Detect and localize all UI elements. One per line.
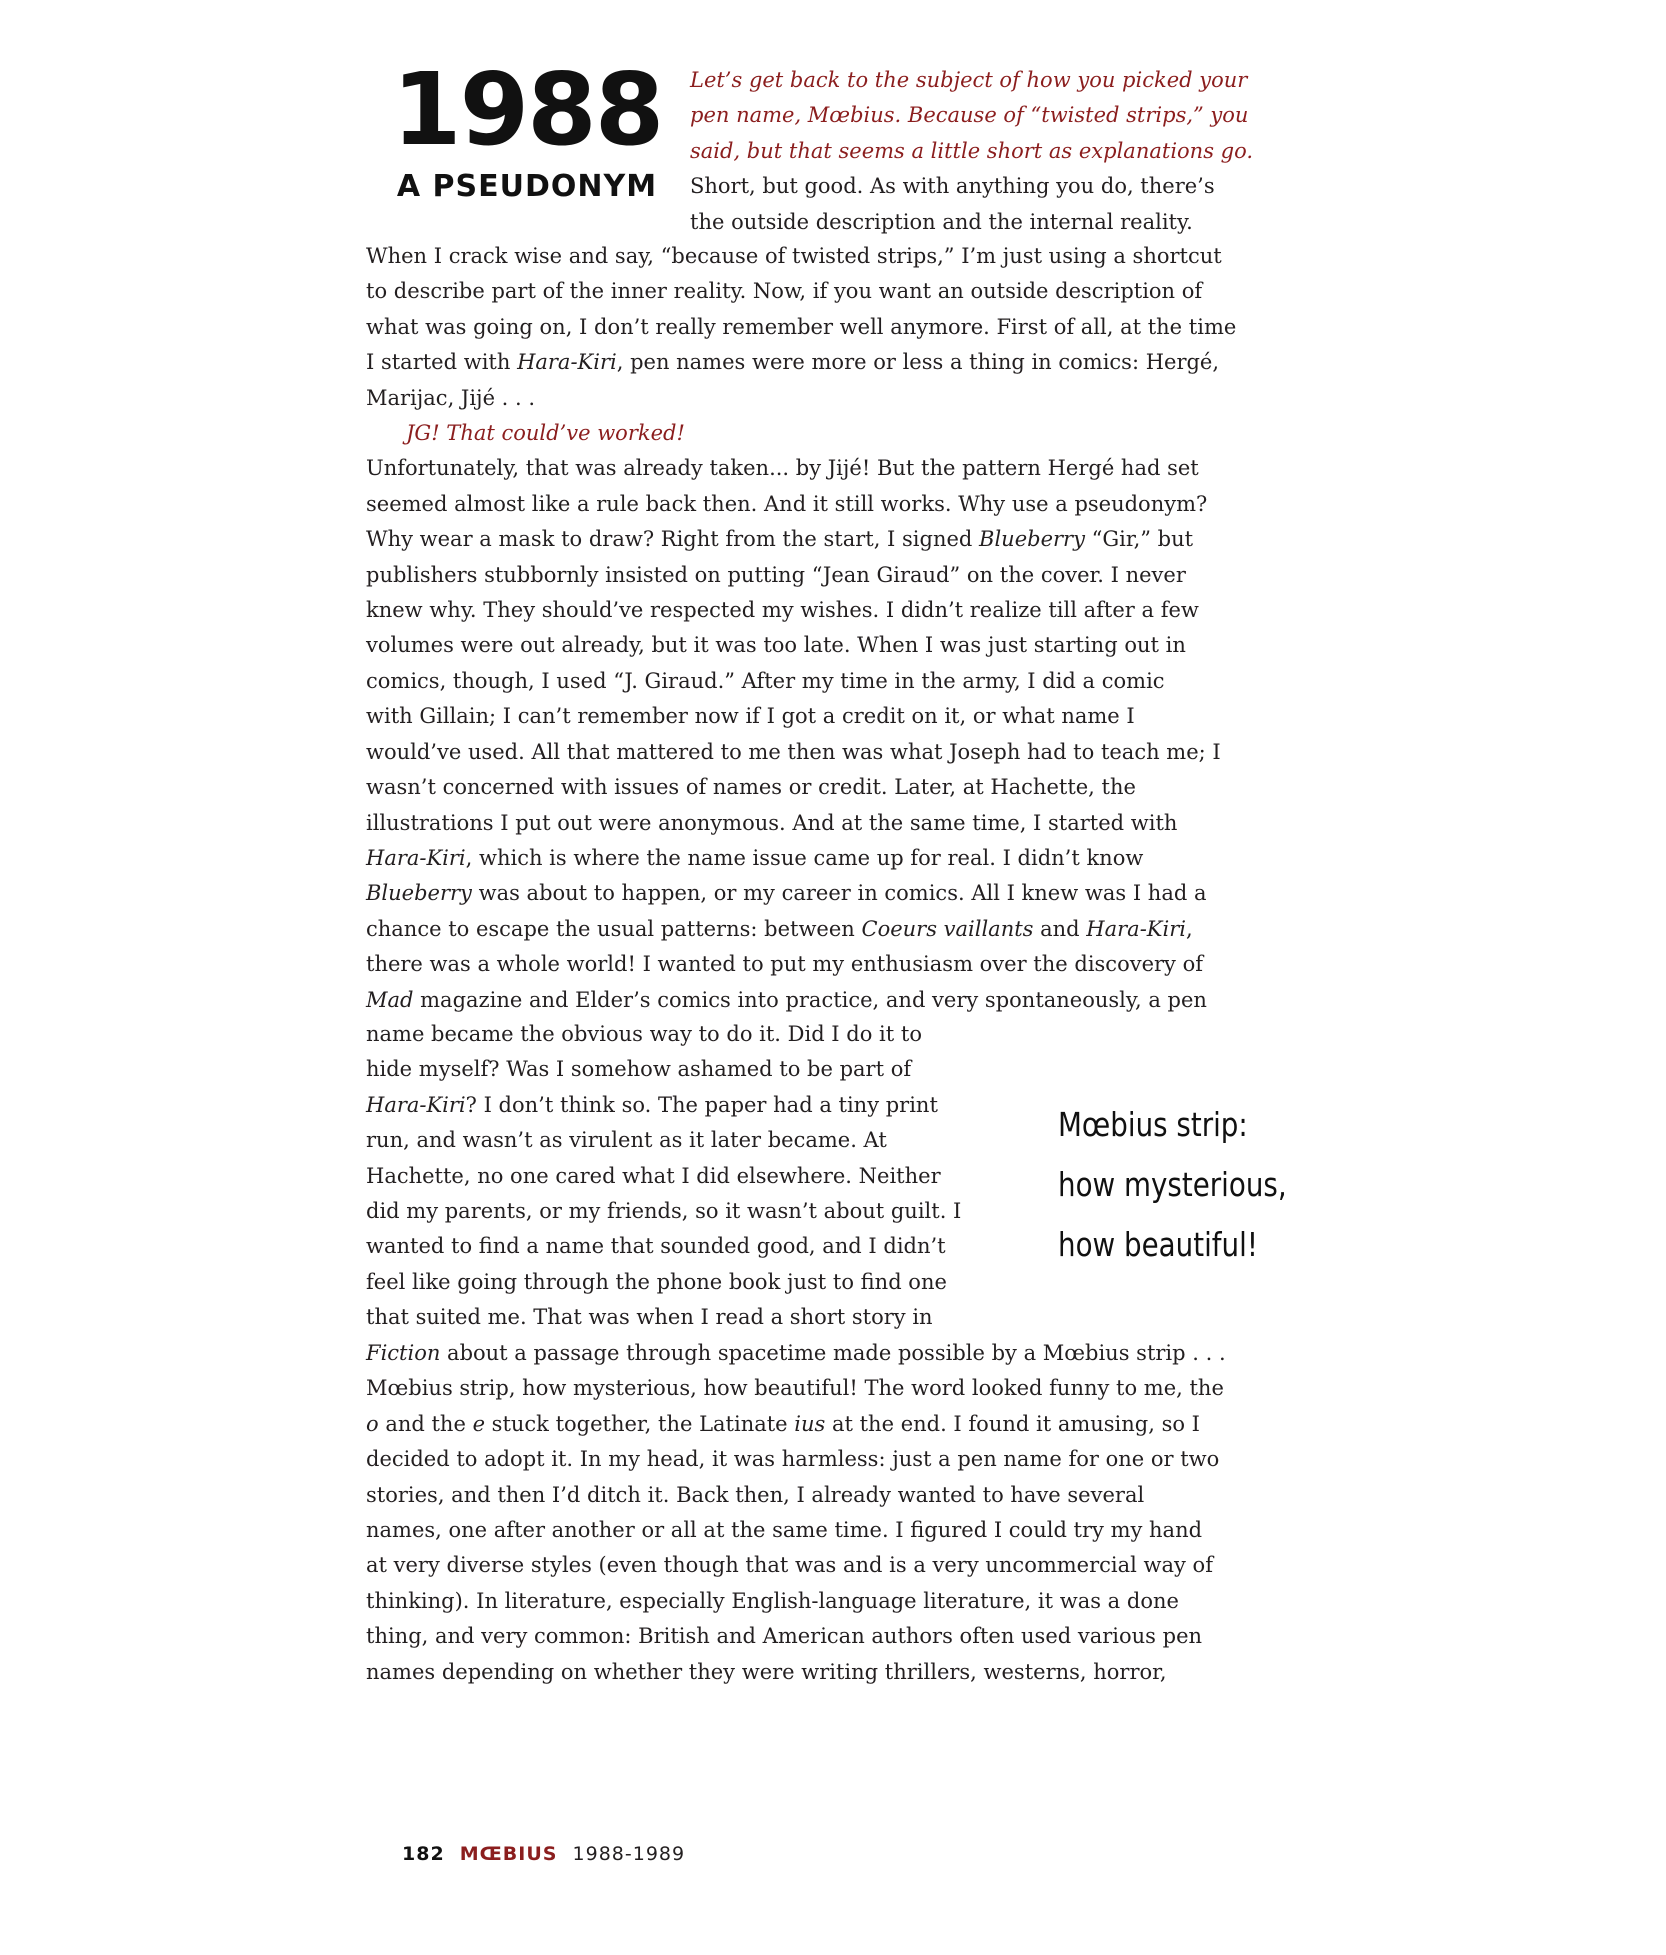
italic-title: Hara-Kiri — [1086, 916, 1186, 941]
body-line — [366, 983, 1236, 1018]
body-line: name became the obvious way to do it. Did I do it to — [366, 1022, 922, 1046]
intro-block — [690, 63, 1253, 240]
body-line: there was a whole world! I wanted to put my enthusiasm over the discovery of — [366, 952, 1203, 977]
body-line — [366, 912, 1236, 947]
body-text: ? I don’t think so. The paper had a tiny print — [465, 1092, 938, 1117]
pull-quote-line: how mysterious, — [1058, 1165, 1287, 1204]
italic-title: Fiction — [366, 1341, 441, 1365]
italic-title: Coeurs vaillants — [861, 916, 1034, 941]
interview-question: Let’s get back to the subject of how you picked your — [690, 68, 1248, 92]
heading-year: 1988 — [392, 51, 663, 168]
body-text: magazine and Elder’s comics into practice, and very spontaneously, a pen — [413, 987, 1207, 1012]
body-line: Marijac, Jijé . . . — [366, 385, 536, 410]
page-footer — [402, 1843, 685, 1865]
body-line: wanted to find a name that sounded good, and I didn’t — [366, 1234, 946, 1259]
body-line: run, and wasn’t as virulent as it later became. At — [366, 1128, 887, 1153]
body-text: about a passage through spacetime made possible by a Mœbius strip . . . — [440, 1341, 1226, 1365]
body-line: Hachette, no one cared what I did elsewhere. Neither — [366, 1163, 941, 1188]
italic-title: Blueberry — [979, 527, 1085, 552]
italic-title: Hara-Kiri — [366, 1092, 466, 1117]
body-line — [366, 876, 1236, 911]
body-line: feel like going through the phone book just to find one — [366, 1269, 947, 1294]
italic-title: Blueberry — [366, 881, 472, 906]
body-line: what was going on, I don’t really remember well anymore. First of all, at the time — [366, 314, 1237, 339]
italic-suffix: ius — [794, 1411, 826, 1436]
pull-quote — [1058, 1095, 1287, 1275]
italic-letter: e — [472, 1411, 485, 1436]
body-line: knew why. They should’ve respected my wishes. I didn’t realize till after a few — [366, 598, 1199, 623]
body-line — [366, 1407, 1226, 1442]
body-text: was about to happen, or my career in comics. All I knew was I had a — [471, 881, 1207, 906]
answer-line: Short, but good. As with anything you do, there’s — [690, 174, 1215, 199]
body-text: and — [1033, 916, 1087, 941]
answer-line: the outside description and the internal reality. — [690, 209, 1193, 234]
interview-question: JG! That could’ve worked! — [406, 421, 685, 446]
body-line: volumes were out already, but it was too late. When I was just starting out in — [366, 633, 1186, 658]
body-line: wasn’t concerned with issues of names or credit. Later, at Hachette, the — [366, 775, 1136, 800]
body-line: names, one after another or all at the same time. I figured I could try my hand — [366, 1518, 1203, 1543]
body-line: names depending on whether they were writing thrillers, westerns, horror, — [366, 1659, 1167, 1684]
book-title: MŒBIUS — [459, 1843, 558, 1865]
italic-title: Hara-Kiri — [517, 350, 617, 375]
body-line: comics, though, I used “J. Giraud.” After my time in the army, I did a comic — [366, 668, 1165, 693]
narrow-text-block — [366, 1017, 961, 1336]
body-line: publishers stubbornly insisted on putting “Jean Giraud” on the cover. I never — [366, 562, 1186, 587]
body-text: , pen names were more or less a thing in comics: Hergé, — [616, 350, 1220, 375]
body-text: at the end. I found it amusing, so I — [825, 1411, 1200, 1436]
body-line: hide myself? Was I somehow ashamed to be part of — [366, 1057, 912, 1082]
heading-topic: A PSEUDONYM — [396, 169, 658, 204]
body-line: that suited me. That was when I read a short story in — [366, 1305, 933, 1330]
interview-question: said, but that seems a little short as explanations go. — [690, 138, 1254, 163]
body-line — [366, 1088, 961, 1123]
body-line: did my parents, or my friends, so it wasn’t about guilt. I — [366, 1199, 962, 1224]
body-line: seemed almost like a rule back then. And it still works. Why use a pseudonym? — [366, 491, 1208, 516]
italic-title: Hara-Kiri — [366, 845, 466, 870]
italic-title: Mad — [366, 987, 414, 1012]
pull-quote-line: how beautiful! — [1058, 1225, 1258, 1264]
body-line — [366, 1336, 1226, 1371]
body-line — [366, 841, 1236, 876]
body-line: would’ve used. All that mattered to me then was what Joseph had to teach me; I — [366, 739, 1221, 764]
page-number: 182 — [402, 1843, 445, 1865]
body-line: at very diverse styles (even though that was and is a very uncommercial way of — [366, 1553, 1213, 1578]
body-text: stuck together, the Latinate — [485, 1411, 795, 1436]
body-line: decided to adopt it. In my head, it was harmless: just a pen name for one or two — [366, 1447, 1220, 1472]
body-text: chance to escape the usual patterns: between — [366, 916, 862, 941]
body-line — [366, 345, 1236, 380]
main-text-block — [366, 239, 1236, 1018]
tail-text-block — [366, 1336, 1226, 1690]
body-text: , which is where the name issue came up for real. I didn’t know — [465, 845, 1144, 870]
section-heading — [392, 51, 663, 204]
body-text: “Gir,” but — [1084, 527, 1194, 552]
body-line: to describe part of the inner reality. Now, if you want an outside description of — [366, 279, 1203, 304]
body-text: , — [1185, 916, 1193, 941]
body-text: I started with — [366, 350, 518, 375]
body-line: When I crack wise and say, “because of twisted strips,” I’m just using a shortcut — [366, 244, 1222, 268]
body-line: with Gillain; I can’t remember now if I got a credit on it, or what name I — [366, 704, 1135, 729]
body-line: thing, and very common: British and American authors often used various pen — [366, 1624, 1203, 1649]
body-line: stories, and then I’d ditch it. Back then, I already wanted to have several — [366, 1482, 1145, 1507]
italic-letter: o — [366, 1411, 379, 1436]
body-line: Unfortunately, that was already taken... by Jijé! But the pattern Hergé had set — [366, 456, 1199, 481]
body-line: Mœbius strip, how mysterious, how beautiful! The word looked funny to me, the — [366, 1376, 1224, 1401]
chapter-years: 1988-1989 — [572, 1843, 686, 1865]
body-line: illustrations I put out were anonymous. And at the same time, I started with — [366, 810, 1178, 835]
body-line — [366, 522, 1236, 557]
body-text: and the — [378, 1411, 473, 1436]
body-line: thinking). In literature, especially English-language literature, it was a done — [366, 1588, 1179, 1613]
pull-quote-line: Mœbius strip: — [1058, 1105, 1248, 1144]
body-text: Why wear a mask to draw? Right from the start, I signed — [366, 527, 980, 552]
interview-question: pen name, Mœbius. Because of “twisted strips,” you — [690, 103, 1249, 128]
